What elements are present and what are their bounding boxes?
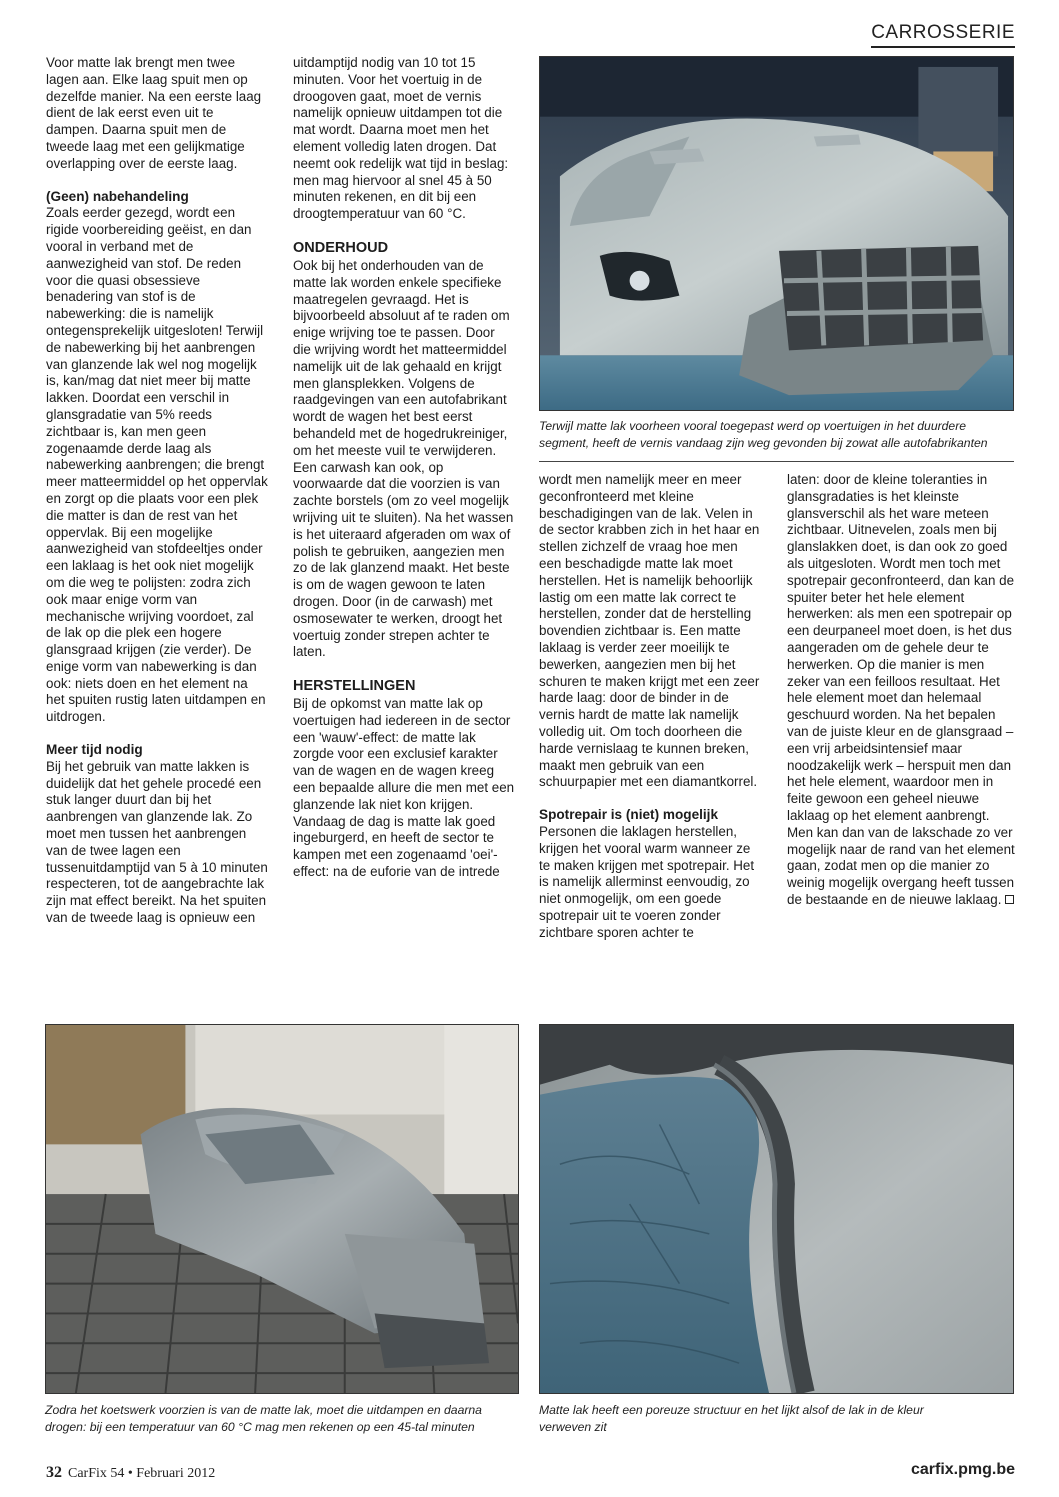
suv-illustration [540, 57, 1013, 410]
paragraph: Bij het gebruik van matte lakken is duidelijk dat het gehele procedé een stuk langer duurt dan bij het aanbrengen van glanzende lak. Zo moet men tussen het aanbrengen van de twee lagen een tussenuitdamptijd van 5 à 10 minuten respecteren, tot de aangebrachte lak zijn mat effect bereikt. Na het spuiten van de tweede laag is opnieuw een [46, 758, 268, 926]
paragraph [787, 472, 1015, 909]
photo-car-body-booth [45, 1024, 519, 1394]
caption-bottom-left-photo: Zodra het koetswerk voorzien is van de matte lak, moet die uitdampen en daarna drogen: bij een temperatuur van 60 °C mag men rekenen op een 45-tal minuten [45, 1403, 482, 1434]
photo-matte-surface [539, 1024, 1014, 1394]
matte-surface-illustration [540, 1025, 1013, 1393]
footer-issue [46, 1464, 215, 1482]
paragraph: Voor matte lak brengt men twee lagen aan. Elke laag spuit men op dezelfde manier. Na een eerste laag dient de lak eerst even uit te dampen. Daarna spuit men de tweede laag met een gelijkmatige overlapping over de eerste laag. [46, 55, 262, 171]
column-3 [539, 472, 761, 942]
subheading-spotrepair: Spotrepair is (niet) mogelijk [539, 807, 719, 823]
paragraph: Ook bij het onderhouden van de matte lak worden enkele specifieke maatregelen gevraagd. Het is bijvoorbeeld absoluut af te raden om enige wrijving toe te passen. Door die wrijving wordt het matteermiddel namelijk uit de lak gehaald en krijgt men glansplekken. Volgens de raadgevingen van een autofabrikant wordt de wagen het best eerst behandeld met de hogedrukreiniger, om het meeste vuil te verwijderen. Een carwash kan ook, op voorwaarde dat die voorzien is van zachte borstels (om zo veel mogelijk wrijving uit te sluiten). Na het wassen is het uiteraard afgeraden om wax of polish te gebruiken, aangezien men zo de lak glanzend maakt. Het beste is om de wagen gewoon te laten drogen. Door (in de carwash) met osmosewater te werken, droogt het voertuig zonder strepen achter te laten. [293, 257, 514, 660]
paragraph: Personen die laklagen herstellen, krijgen het vooral warm wanneer ze te maken krijgen met spotrepair. Het is namelijk allerminst eenvoudig, zo niet onmogelijk, om een goede spotrepair uit te voeren zonder zichtbare sporen achter te [539, 823, 755, 940]
footer-website[interactable]: carfix.pmg.be [910, 1461, 1015, 1478]
heading-herstellingen: HERSTELLINGEN [293, 678, 416, 695]
issue-label: CarFix 54 • Februari 2012 [68, 1466, 216, 1481]
page-number: 32 [46, 1464, 62, 1481]
caption-top-photo: Terwijl matte lak voorheen vooral toegepast werd op voertuigen in het duurdere segment, heeft de vernis vandaag zijn weg gevonden bij zowat alle autofabrikanten [539, 419, 988, 450]
paragraph: uitdamptijd nodig van 10 tot 15 minuten. Voor het voertuig in de droogoven gaat, moet de vernis namelijk opnieuw uitdampen tot die mat wordt. Daarna moet men het element volledig laten drogen. Dat neemt ook redelijk wat tijd in beslag: men mag hiervoor al snel 45 à 50 minuten rekenen, en dit bij een droogtemperatuur van 60 °C. [293, 55, 509, 222]
end-mark-icon [1005, 895, 1014, 904]
column-1 [46, 55, 268, 927]
paragraph: Zoals eerder gezegd, wordt een rigide voorbereiding geëist, en dan vooral in verband met de aanwezigheid van stof. De reden voor die quasi obsessieve benadering van stof is de nabewerking: die is namelijk ontegensprekelijk uitgesloten! Terwijl de nabewerking bij het aanbrengen van glanzende lak wel nog mogelijk is, kan/mag dat niet meer bij matte lakken. Doordat een verschil in glansgradatie van 5% reeds zichtbaar is, kan men geen zogenaamde derde laag als nabewerking aanbrengen; die brengt meer matteermiddel op het oppervlak en zorgt op die plaats voor een plek die matter is dan de rest van het oppervlak. Bij een mogelijke aanwezigheid van stofdeeltjes onder een laklaag is het ook niet mogelijk om die weg te polijsten: zodra zich ook maar enige vorm van mechanische wrijving voordoet, zal de lak op die plek een hogere glansgraad krijgen (zie verder). De enige vorm van nabewerking is dan ook: niets doen en het element na het spuiten rustig laten uitdampen en uitdrogen. [46, 205, 268, 725]
paragraph-text: laten: door de kleine toleranties in glansgradaties is het kleinste glansverschil als het ware meteen zichtbaar. Uitnevelen, zoals men bij glanslakken doet, is dan ook zo goed als uitgesloten. Wordt men toch met spotrepair geconfronteerd, dan kan de spuiter beter het hele element herwerken: als men een spotrepair op een deurpaneel moet doen, is het dus aangeraden om de gehele deur te herwerken. Op die manier is men zeker van een feilloos resultaat. Het hele element moet dan helemaal geschuurd worden. Na het bepalen van de juiste kleur en de glansgraad – een vrij arbeidsintensief maar noodzakelijk werk – herspuit men dan het hele element, waardoor men in feite gewoon een geheel nieuwe laklaag op het element aanbrengt. Men kan dan van de lakschade zo ver mogelijk naar de rand van het element gaan, zodat men op die manier zo weinig mogelijk overgang heeft tussen de bestaande en de nieuwe laklaag. [787, 472, 1015, 907]
caption-divider [539, 461, 1014, 462]
caption-bottom-right-photo: Matte lak heeft een poreuze structuur en het lijkt alsof de lak in de kleur verweven zit [539, 1403, 924, 1434]
paragraph: wordt men namelijk meer en meer geconfronteerd met kleine beschadigingen van de lak. Velen in de sector krabben zich in het haar en stellen zichzelf de vraag hoe men een beschadigde matte lak moet herstellen. Het is namelijk behoorlijk lastig om een matte lak correct te herstellen, zonder dat de herstelling bovendien zichtbaar is. Een matte laklaag is verder zeer moeilijk te bewerken, aangezien men bij het schuren te maken krijgt met een zeer harde laag: door de binder in de vernis hardt de matte lak namelijk volledig uit. Om toch doorheen die harde vernislaag te kunnen breken, maakt men gebruik van een schuurpapier met een diamantkorrel. [539, 472, 760, 790]
section-label: CARROSSERIE [871, 22, 1015, 48]
column-4 [787, 472, 1015, 909]
heading-onderhoud: ONDERHOUD [293, 239, 389, 256]
column-2 [293, 55, 515, 881]
paragraph: Bij de opkomst van matte lak op voertuigen had iedereen in de sector een 'wauw'-effect: de matte lak zorgde voor een exclusief karakter van de wagen en de wagen kreeg een bepaalde allure die men met een glanzende lak niet kon krijgen. Vandaag de dag is matte lak goed ingeburgerd, en heeft de sector te kampen met een zogenaamd 'oei'-effect: na de euforie van de intrede [293, 696, 515, 880]
subheading-nabehandeling: (Geen) nabehandeling [46, 188, 189, 204]
photo-suv-front [539, 56, 1014, 411]
subheading-meer-tijd: Meer tijd nodig [46, 742, 143, 758]
car-body-illustration [46, 1025, 518, 1393]
